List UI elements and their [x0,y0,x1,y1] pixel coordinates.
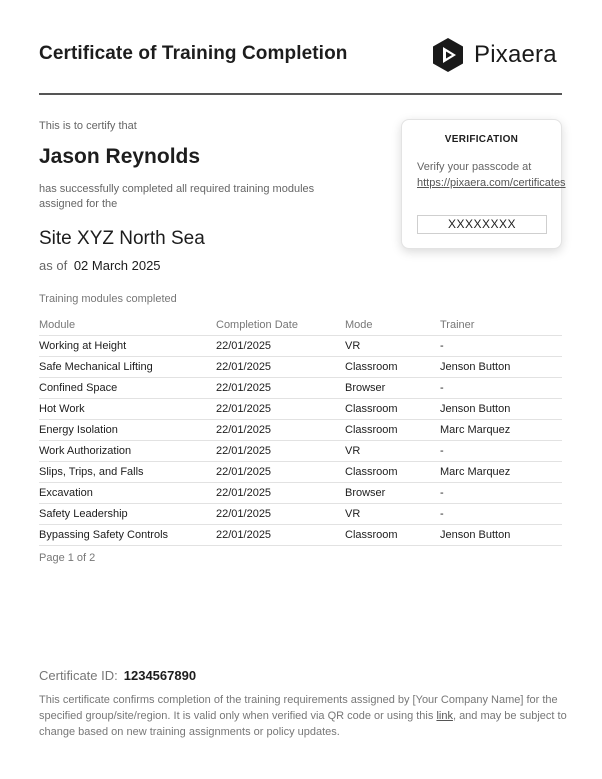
table-row [39,357,562,378]
as-of-date: 02 March 2025 [73,258,161,273]
date-cell: 22/01/2025 [216,336,345,357]
mode-cell: Classroom [345,462,440,483]
module-cell: Energy Isolation [39,420,216,441]
certify-intro: This is to certify that [39,120,137,132]
date-cell: 22/01/2025 [216,399,345,420]
verification-instruction: Verify your passcode at [417,161,532,173]
modules-table [39,315,562,546]
table-row [39,504,562,525]
date-cell: 22/01/2025 [216,420,345,441]
mode-cell: VR [345,336,440,357]
trainer-cell: Jenson Button [440,357,562,378]
table-row [39,441,562,462]
module-cell: Confined Space [39,378,216,399]
column-header-completion-date: Completion Date [216,315,345,336]
recipient-name: Jason Reynolds [39,145,201,168]
certificate-id [39,668,196,683]
date-cell: 22/01/2025 [216,378,345,399]
certificate-title: Certificate of Training Completion [39,43,348,64]
column-header-module: Module [39,315,216,336]
trainer-cell: - [440,441,562,462]
mode-cell: Browser [345,378,440,399]
page-indicator: Page 1 of 2 [39,552,96,564]
module-cell: Hot Work [39,399,216,420]
trainer-cell: Jenson Button [440,399,562,420]
table-row [39,399,562,420]
table-row [39,420,562,441]
date-cell: 22/01/2025 [216,462,345,483]
module-cell: Bypassing Safety Controls [39,525,216,546]
table-row [39,336,562,357]
column-header-mode: Mode [345,315,440,336]
footer-text-before-link: This certificate confirms completion of the training requirements assigned by [Your Company Name] for the specified group/site/region. It is valid only when verified via QR code or using this [39,694,558,722]
verification-link[interactable]: https://pixaera.com/certificates [417,176,566,189]
as-of-line [39,258,161,273]
verification-card [401,119,566,249]
column-header-trainer: Trainer [440,315,562,336]
brand-name: Pixaera [474,41,557,68]
trainer-cell: - [440,483,562,504]
footer-text-after-link: , and may be subject to change based on new training assignments or policy updates. [39,710,567,738]
passcode-field[interactable]: XXXXXXXX [417,215,547,234]
module-cell: Excavation [39,483,216,504]
mode-cell: Classroom [345,399,440,420]
completion-statement: has successfully completed all required training modules assigned for the [39,183,315,210]
date-cell: 22/01/2025 [216,441,345,462]
module-cell: Working at Height [39,336,216,357]
table-header-row [39,315,562,336]
mode-cell: Browser [345,483,440,504]
hexagon-play-logo-icon [430,37,466,73]
module-cell: Slips, Trips, and Falls [39,462,216,483]
table-row [39,462,562,483]
date-cell: 22/01/2025 [216,525,345,546]
trainer-cell: Marc Marquez [440,420,562,441]
verification-text [417,160,566,191]
mode-cell: VR [345,441,440,462]
modules-heading: Training modules completed [39,293,177,305]
date-cell: 22/01/2025 [216,357,345,378]
trainer-cell: Jenson Button [440,525,562,546]
footer-disclaimer [39,692,567,740]
table-row [39,525,562,546]
brand-logo [430,37,557,73]
mode-cell: Classroom [345,357,440,378]
as-of-label: as of [39,258,68,273]
footer-link[interactable]: link [436,710,453,722]
module-cell: Safety Leadership [39,504,216,525]
header-divider [39,93,562,95]
date-cell: 22/01/2025 [216,483,345,504]
certificate-id-value: 1234567890 [123,668,197,683]
mode-cell: Classroom [345,420,440,441]
table-row [39,483,562,504]
site-name: Site XYZ North Sea [39,228,205,249]
mode-cell: VR [345,504,440,525]
trainer-cell: Marc Marquez [440,462,562,483]
certificate-id-label: Certificate ID: [39,668,118,683]
trainer-cell: - [440,336,562,357]
module-cell: Safe Mechanical Lifting [39,357,216,378]
date-cell: 22/01/2025 [216,504,345,525]
mode-cell: Classroom [345,525,440,546]
trainer-cell: - [440,504,562,525]
verification-title: VERIFICATION [444,134,519,145]
table-row [39,378,562,399]
module-cell: Work Authorization [39,441,216,462]
trainer-cell: - [440,378,562,399]
